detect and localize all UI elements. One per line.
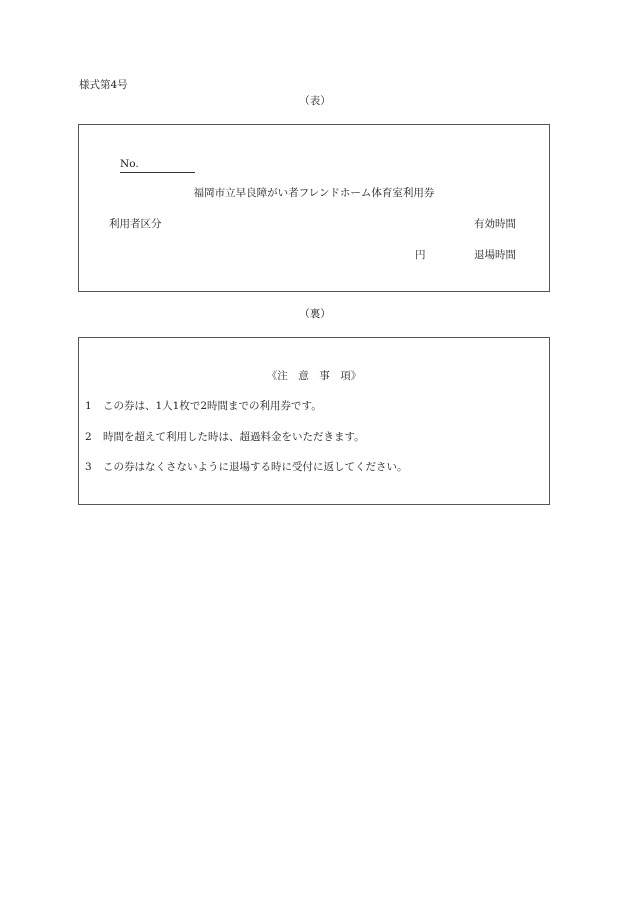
notes-title: 《注 意 事 項》 — [266, 370, 362, 382]
front-side-caption: （表） — [299, 95, 331, 107]
note-number: 3 — [85, 461, 92, 473]
valid-time-label: 有効時間 — [474, 218, 516, 230]
back-side-caption: （裏） — [299, 308, 331, 320]
ticket-number-field: No. — [120, 159, 195, 173]
note-item — [85, 432, 365, 443]
user-category-label: 利用者区分 — [109, 218, 162, 230]
note-item — [85, 462, 408, 473]
note-text: 時間を超えて利用した時は、超過料金をいただきます。 — [103, 431, 365, 443]
note-number: 2 — [85, 431, 92, 443]
ticket-title: 福岡市立早良障がい者フレンドホーム体育室利用券 — [193, 187, 435, 199]
note-item — [85, 401, 322, 412]
ticket-back — [78, 337, 550, 505]
note-text: この券は、1人1枚で2時間までの利用券です。 — [103, 400, 322, 412]
exit-time-label: 退場時間 — [474, 249, 516, 261]
form-number: 様式第4号 — [79, 79, 128, 91]
yen-label: 円 — [415, 249, 426, 261]
note-text: この券はなくさないように退場する時に受付に返してください。 — [103, 461, 408, 473]
note-number: 1 — [85, 400, 92, 412]
ticket-front — [78, 124, 550, 292]
